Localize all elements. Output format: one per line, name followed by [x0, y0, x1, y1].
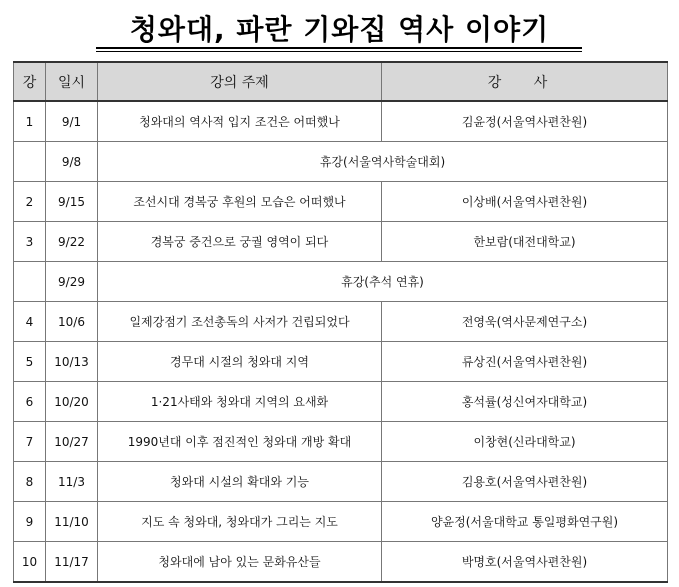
table-row [14, 462, 668, 502]
cell-no [14, 262, 46, 302]
cell-date: 9/15 [46, 182, 98, 222]
cell-topic: 경무대 시절의 청와대 지역 [98, 342, 382, 382]
table-row [14, 382, 668, 422]
table-row [14, 182, 668, 222]
cell-topic: 청와대에 남아 있는 문화유산들 [98, 542, 382, 583]
cell-date: 10/13 [46, 342, 98, 382]
table-body [14, 101, 668, 582]
cell-topic: 1·21사태와 청와대 지역의 요새화 [98, 382, 382, 422]
cell-no [14, 142, 46, 182]
cell-instructor: 양윤정(서울대학교 통일평화연구원) [382, 502, 668, 542]
cell-instructor: 류상진(서울역사편찬원) [382, 342, 668, 382]
cell-no: 6 [14, 382, 46, 422]
cell-topic: 1990년대 이후 점진적인 청와대 개방 확대 [98, 422, 382, 462]
cell-instructor: 이상배(서울역사편찬원) [382, 182, 668, 222]
cell-topic: 지도 속 청와대, 청와대가 그리는 지도 [98, 502, 382, 542]
table-row [14, 101, 668, 142]
cell-no: 4 [14, 302, 46, 342]
cell-date: 10/6 [46, 302, 98, 342]
cell-instructor: 김윤정(서울역사편찬원) [382, 101, 668, 142]
cell-no: 10 [14, 542, 46, 583]
table-row [14, 542, 668, 583]
cell-date: 9/1 [46, 101, 98, 142]
cell-topic: 경복궁 중건으로 궁궐 영역이 되다 [98, 222, 382, 262]
cell-instructor: 한보람(대전대학교) [382, 222, 668, 262]
cell-no: 5 [14, 342, 46, 382]
cell-instructor: 김용호(서울역사편찬원) [382, 462, 668, 502]
cell-date: 10/27 [46, 422, 98, 462]
header-no: 강 [14, 62, 46, 101]
table-header-row [14, 62, 668, 101]
table-row [14, 342, 668, 382]
page-title: 청와대, 파란 기와집 역사 이야기 [129, 13, 550, 46]
title-area [0, 0, 679, 58]
header-instructor: 강 사 [382, 62, 668, 101]
header-topic: 강의 주제 [98, 62, 382, 101]
cell-date: 9/29 [46, 262, 98, 302]
cell-instructor: 박명호(서울역사편찬원) [382, 542, 668, 583]
cell-topic: 조선시대 경복궁 후원의 모습은 어떠했나 [98, 182, 382, 222]
cell-instructor: 홍석률(성신여자대학교) [382, 382, 668, 422]
cell-date: 11/10 [46, 502, 98, 542]
cell-recess: 휴강(서울역사학술대회) [98, 142, 668, 182]
table-row [14, 422, 668, 462]
cell-no: 3 [14, 222, 46, 262]
table-row [14, 302, 668, 342]
cell-no: 9 [14, 502, 46, 542]
cell-no: 1 [14, 101, 46, 142]
cell-date: 9/22 [46, 222, 98, 262]
header-date: 일시 [46, 62, 98, 101]
title-underline [96, 47, 582, 52]
cell-topic: 일제강점기 조선총독의 사저가 건립되었다 [98, 302, 382, 342]
table-row [14, 142, 668, 182]
cell-date: 9/8 [46, 142, 98, 182]
cell-recess: 휴강(추석 연휴) [98, 262, 668, 302]
cell-no: 2 [14, 182, 46, 222]
lecture-schedule-table [13, 61, 668, 583]
cell-date: 11/17 [46, 542, 98, 583]
table-row [14, 502, 668, 542]
cell-date: 11/3 [46, 462, 98, 502]
cell-topic: 청와대 시설의 확대와 기능 [98, 462, 382, 502]
cell-date: 10/20 [46, 382, 98, 422]
table-row [14, 262, 668, 302]
table-row [14, 222, 668, 262]
cell-instructor: 이창현(신라대학교) [382, 422, 668, 462]
cell-instructor: 전영욱(역사문제연구소) [382, 302, 668, 342]
cell-no: 8 [14, 462, 46, 502]
cell-no: 7 [14, 422, 46, 462]
cell-topic: 청와대의 역사적 입지 조건은 어떠했나 [98, 101, 382, 142]
